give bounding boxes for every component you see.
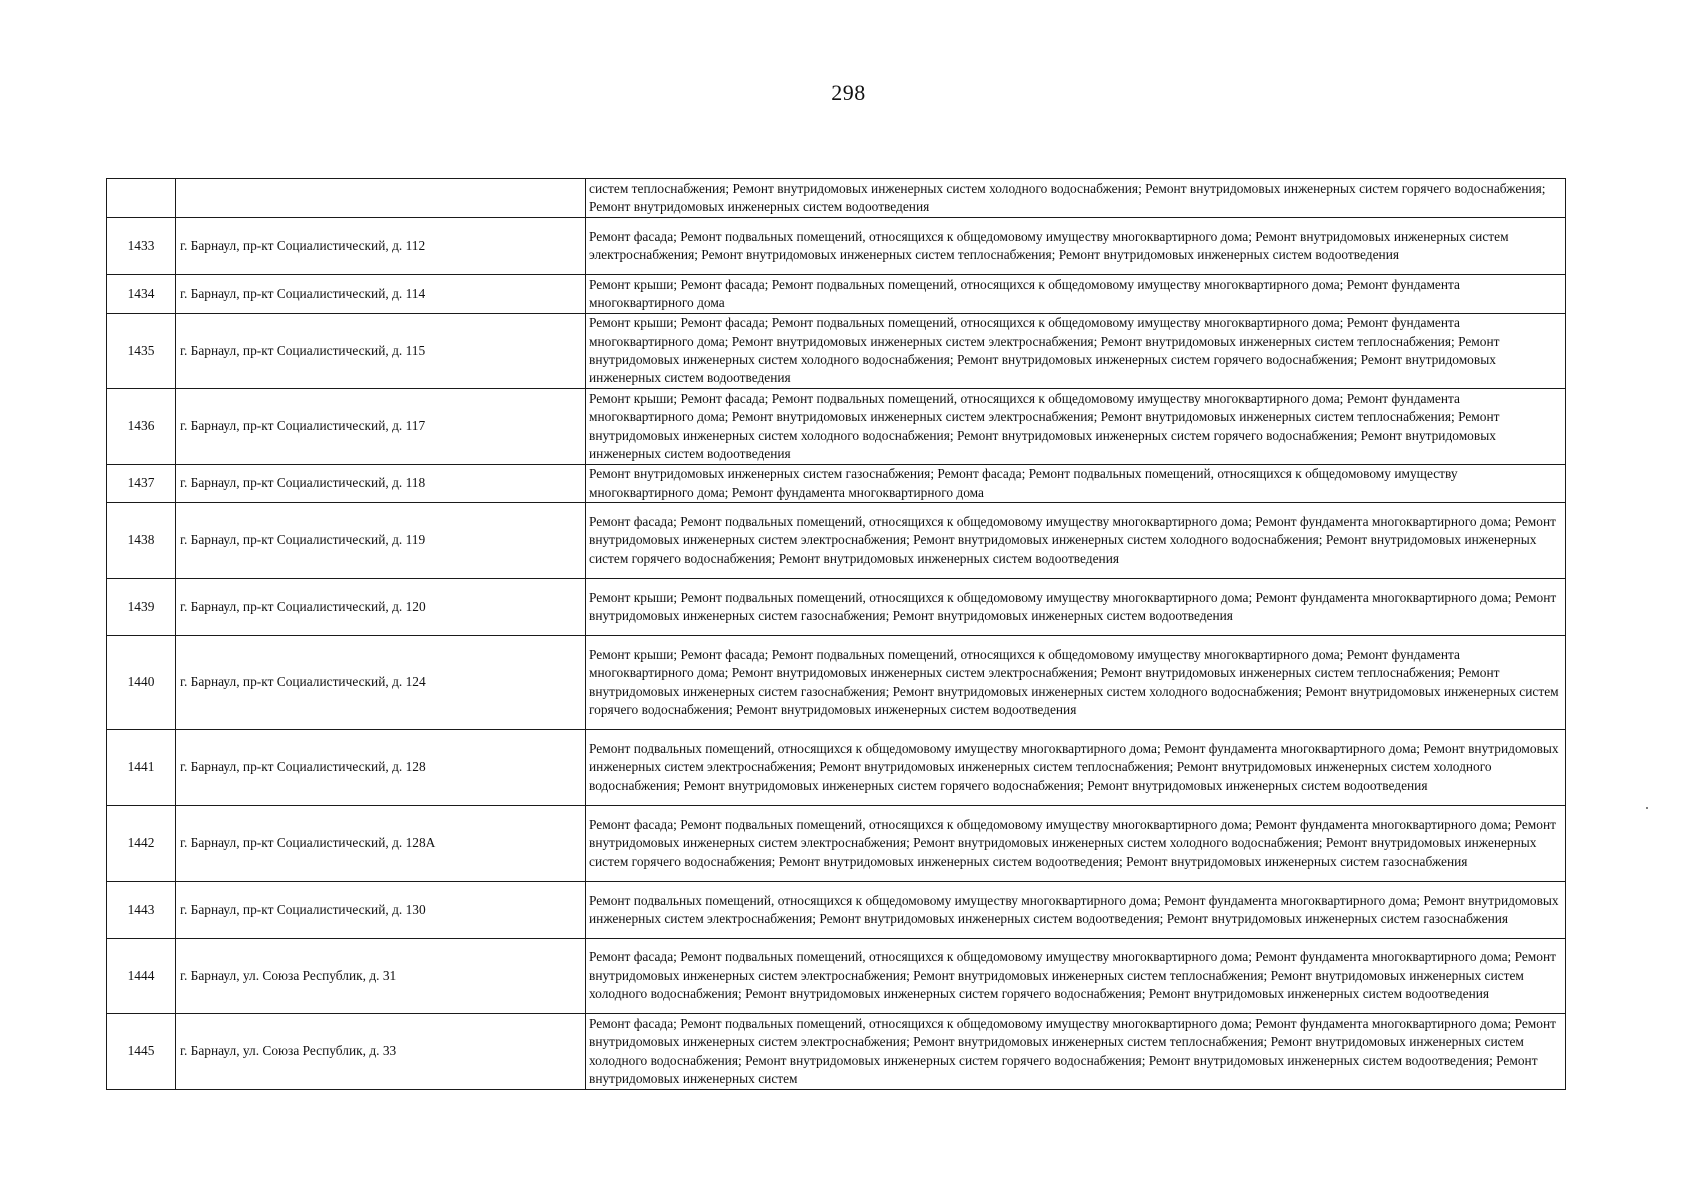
table-row xyxy=(107,275,1566,314)
row-address: г. Барнаул, ул. Союза Республик, д. 31 xyxy=(176,939,586,1014)
row-works: Ремонт фасада; Ремонт подвальных помещений, относящихся к общедомовому имуществу многоквартирного дома; Ремонт фундамента многоквартирного дома; Ремонт внутридомовых инженерных систем электроснабжения; Ремонт внутридомовых инженерных систем теплоснабжения; Ремонт внутридомовых инженерных систем холодного водоснабжения; Ремонт внутридомовых инженерных систем горячего водоснабжения; Ремонт внутридомовых инженерных систем водоотведения xyxy=(586,939,1566,1014)
row-address: г. Барнаул, пр-кт Социалистический, д. 128А xyxy=(176,806,586,882)
row-address: г. Барнаул, пр-кт Социалистический, д. 120 xyxy=(176,579,586,636)
page-number: 298 xyxy=(831,80,866,105)
row-number: 1434 xyxy=(107,275,176,314)
table-body xyxy=(107,179,1566,1090)
table-row xyxy=(107,1014,1566,1090)
table-row xyxy=(107,218,1566,275)
row-address xyxy=(176,179,586,218)
row-number: 1433 xyxy=(107,218,176,275)
row-number xyxy=(107,179,176,218)
row-works: Ремонт фасада; Ремонт подвальных помещений, относящихся к общедомовому имуществу многоквартирного дома; Ремонт фундамента многоквартирного дома; Ремонт внутридомовых инженерных систем электроснабжения; Ремонт внутридомовых инженерных систем холодного водоснабжения; Ремонт внутридомовых инженерных систем горячего водоснабжения; Ремонт внутридомовых инженерных систем водоотведения xyxy=(586,503,1566,579)
row-works: систем теплоснабжения; Ремонт внутридомовых инженерных систем холодного водоснабжения; Ремонт внутридомовых инженерных систем горячего водоснабжения; Ремонт внутридомовых инженерных систем водоотведения xyxy=(586,179,1566,218)
row-works: Ремонт крыши; Ремонт фасада; Ремонт подвальных помещений, относящихся к общедомовому имуществу многоквартирного дома; Ремонт фундамента многоквартирного дома; Ремонт внутридомовых инженерных систем электроснабжения; Ремонт внутридомовых инженерных систем теплоснабжения; Ремонт внутридомовых инженерных систем холодного водоснабжения; Ремонт внутридомовых инженерных систем горячего водоснабжения; Ремонт внутридомовых инженерных систем водоотведения xyxy=(586,314,1566,389)
row-number: 1440 xyxy=(107,636,176,730)
row-works: Ремонт фасада; Ремонт подвальных помещений, относящихся к общедомовому имуществу многоквартирного дома; Ремонт фундамента многоквартирного дома; Ремонт внутридомовых инженерных систем электроснабжения; Ремонт внутридомовых инженерных систем холодного водоснабжения; Ремонт внутридомовых инженерных систем горячего водоснабжения; Ремонт внутридомовых инженерных систем водоотведения; Ремонт внутридомовых инженерных систем газоснабжения xyxy=(586,806,1566,882)
table-row xyxy=(107,179,1566,218)
table-row xyxy=(107,465,1566,503)
scan-speck xyxy=(1646,807,1648,809)
row-works: Ремонт крыши; Ремонт фасада; Ремонт подвальных помещений, относящихся к общедомовому имуществу многоквартирного дома; Ремонт фундамента многоквартирного дома; Ремонт внутридомовых инженерных систем электроснабжения; Ремонт внутридомовых инженерных систем теплоснабжения; Ремонт внутридомовых инженерных систем газоснабжения; Ремонт внутридомовых инженерных систем холодного водоснабжения; Ремонт внутридомовых инженерных систем горячего водоснабжения; Ремонт внутридомовых инженерных систем водоотведения xyxy=(586,636,1566,730)
row-address: г. Барнаул, ул. Союза Республик, д. 33 xyxy=(176,1014,586,1090)
row-number: 1439 xyxy=(107,579,176,636)
row-number: 1444 xyxy=(107,939,176,1014)
row-number: 1442 xyxy=(107,806,176,882)
row-address: г. Барнаул, пр-кт Социалистический, д. 114 xyxy=(176,275,586,314)
row-number: 1438 xyxy=(107,503,176,579)
row-works: Ремонт подвальных помещений, относящихся к общедомовому имуществу многоквартирного дома; Ремонт фундамента многоквартирного дома; Ремонт внутридомовых инженерных систем электроснабжения; Ремонт внутридомовых инженерных систем теплоснабжения; Ремонт внутридомовых инженерных систем холодного водоснабжения; Ремонт внутридомовых инженерных систем горячего водоснабжения; Ремонт внутридомовых инженерных систем водоотведения xyxy=(586,730,1566,806)
table-row xyxy=(107,882,1566,939)
table-row xyxy=(107,579,1566,636)
repair-works-table xyxy=(106,178,1566,1090)
row-number: 1443 xyxy=(107,882,176,939)
row-address: г. Барнаул, пр-кт Социалистический, д. 130 xyxy=(176,882,586,939)
table-row xyxy=(107,389,1566,465)
row-address: г. Барнаул, пр-кт Социалистический, д. 128 xyxy=(176,730,586,806)
table-row xyxy=(107,806,1566,882)
row-number: 1445 xyxy=(107,1014,176,1090)
row-address: г. Барнаул, пр-кт Социалистический, д. 124 xyxy=(176,636,586,730)
row-works: Ремонт фасада; Ремонт подвальных помещений, относящихся к общедомовому имуществу многоквартирного дома; Ремонт внутридомовых инженерных систем электроснабжения; Ремонт внутридомовых инженерных систем теплоснабжения; Ремонт внутридомовых инженерных систем водоотведения xyxy=(586,218,1566,275)
row-works: Ремонт подвальных помещений, относящихся к общедомовому имуществу многоквартирного дома; Ремонт фундамента многоквартирного дома; Ремонт внутридомовых инженерных систем электроснабжения; Ремонт внутридомовых инженерных систем водоотведения; Ремонт внутридомовых инженерных систем газоснабжения xyxy=(586,882,1566,939)
table-row xyxy=(107,503,1566,579)
row-works: Ремонт крыши; Ремонт фасада; Ремонт подвальных помещений, относящихся к общедомовому имуществу многоквартирного дома; Ремонт фундамента многоквартирного дома xyxy=(586,275,1566,314)
row-works: Ремонт фасада; Ремонт подвальных помещений, относящихся к общедомовому имуществу многоквартирного дома; Ремонт фундамента многоквартирного дома; Ремонт внутридомовых инженерных систем электроснабжения; Ремонт внутридомовых инженерных систем теплоснабжения; Ремонт внутридомовых инженерных систем холодного водоснабжения; Ремонт внутридомовых инженерных систем горячего водоснабжения; Ремонт внутридомовых инженерных систем водоотведения; Ремонт внутридомовых инженерных систем xyxy=(586,1014,1566,1090)
table-row xyxy=(107,636,1566,730)
row-number: 1437 xyxy=(107,465,176,503)
row-number: 1436 xyxy=(107,389,176,465)
row-works: Ремонт крыши; Ремонт фасада; Ремонт подвальных помещений, относящихся к общедомовому имуществу многоквартирного дома; Ремонт фундамента многоквартирного дома; Ремонт внутридомовых инженерных систем электроснабжения; Ремонт внутридомовых инженерных систем теплоснабжения; Ремонт внутридомовых инженерных систем холодного водоснабжения; Ремонт внутридомовых инженерных систем горячего водоснабжения; Ремонт внутридомовых инженерных систем водоотведения xyxy=(586,389,1566,465)
row-number: 1441 xyxy=(107,730,176,806)
table-row xyxy=(107,314,1566,389)
row-address: г. Барнаул, пр-кт Социалистический, д. 117 xyxy=(176,389,586,465)
row-address: г. Барнаул, пр-кт Социалистический, д. 112 xyxy=(176,218,586,275)
row-works: Ремонт крыши; Ремонт подвальных помещений, относящихся к общедомовому имуществу многоквартирного дома; Ремонт фундамента многоквартирного дома; Ремонт внутридомовых инженерных систем газоснабжения; Ремонт внутридомовых инженерных систем водоотведения xyxy=(586,579,1566,636)
row-number: 1435 xyxy=(107,314,176,389)
row-address: г. Барнаул, пр-кт Социалистический, д. 119 xyxy=(176,503,586,579)
row-address: г. Барнаул, пр-кт Социалистический, д. 118 xyxy=(176,465,586,503)
table-row xyxy=(107,939,1566,1014)
row-address: г. Барнаул, пр-кт Социалистический, д. 115 xyxy=(176,314,586,389)
table-row xyxy=(107,730,1566,806)
row-works: Ремонт внутридомовых инженерных систем газоснабжения; Ремонт фасада; Ремонт подвальных помещений, относящихся к общедомовому имуществу многоквартирного дома; Ремонт фундамента многоквартирного дома xyxy=(586,465,1566,503)
